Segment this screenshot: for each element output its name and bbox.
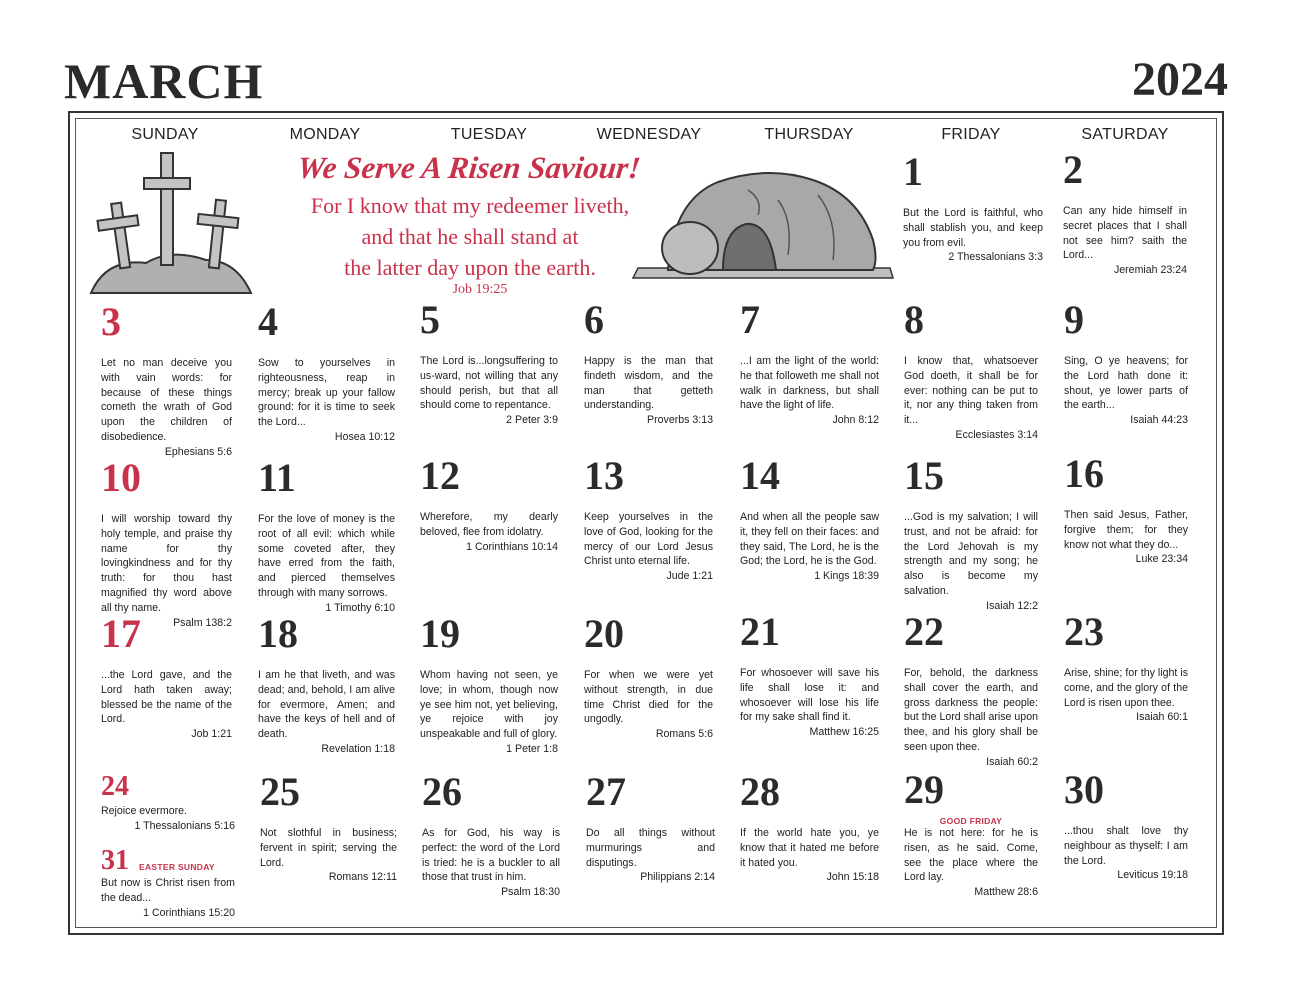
day-reference: Isaiah 60:2 (986, 755, 1038, 768)
day-cell-2 (1063, 147, 1187, 278)
day-cell-16 (1064, 451, 1188, 567)
day-verse: ...thou shalt love thy neighbour as thyself: I am the Lord. (1064, 825, 1188, 867)
day-number: 1 (903, 149, 923, 194)
day-number: 14 (740, 453, 780, 498)
day-reference: Matthew 16:25 (809, 726, 879, 739)
dayhead-sunday: SUNDAY (131, 126, 199, 143)
day-reference: Philippians 2:14 (640, 871, 715, 884)
day-reference: Psalm 18:30 (501, 886, 560, 899)
day-number: 19 (420, 611, 460, 656)
day-cell-19 (420, 611, 558, 757)
holiday-label: EASTER SUNDAY (139, 862, 215, 872)
day-verse: Happy is the man that findeth wisdom, and the man that getteth understanding. (584, 355, 713, 412)
day-cell-1 (903, 149, 1043, 265)
day-verse: Arise, shine; for thy light is come, and the glory of the Lord is risen upon thee. (1064, 667, 1188, 709)
day-reference: Jude 1:21 (666, 570, 713, 583)
day-cell-26 (422, 769, 560, 900)
day-verse: I am he that liveth, and was dead; and, behold, I am alive for evermore, Amen; and have the keys of hell and of death. (258, 669, 395, 741)
day-verse: Let no man deceive you with vain words: for because of these things cometh the wrath of God upon the children of disobedience. (101, 357, 232, 443)
holiday-label: GOOD FRIDAY (939, 816, 1003, 826)
day-cell-13 (584, 453, 713, 584)
day-reference: Leviticus 19:18 (1117, 869, 1188, 882)
day-cell-6 (584, 297, 713, 428)
day-reference: 1 Corinthians 10:14 (466, 540, 558, 553)
dayhead-monday: MONDAY (289, 126, 361, 143)
day-verse: Sow to yourselves in righteousness, reap in mercy; break up your fallow ground: for it is time to seek the Lord... (258, 357, 395, 429)
day-reference: Ephesians 5:6 (164, 445, 232, 458)
day-cell-15 (904, 453, 1038, 614)
day-reference: John 8:12 (832, 414, 879, 427)
day-cell-18 (258, 611, 395, 757)
dayhead-friday: FRIDAY (941, 126, 1001, 143)
day-number: 12 (420, 453, 460, 498)
day-reference: Romans 12:11 (328, 871, 397, 884)
day-number: 20 (584, 611, 624, 656)
day-number: 15 (904, 453, 944, 498)
day-number: 28 (740, 769, 780, 814)
day-number: 7 (740, 297, 760, 342)
day-verse: Not slothful in business; fervent in spirit; serving the Lord. (260, 827, 397, 869)
day-reference: Hosea 10:12 (334, 430, 395, 443)
day-verse: For, behold, the darkness shall cover the earth, and gross darkness the people: but the Lord shall arise upon thee, and his glory shall be seen upon thee. (904, 667, 1038, 753)
day-cell-23 (1064, 609, 1188, 725)
month-title: MARCH (64, 53, 264, 109)
day-reference: 1 Timothy 6:10 (325, 601, 395, 614)
day-verse: I know that, whatsoever God doeth, it shall be for ever: nothing can be put to it, nor any thing taken from it... (904, 355, 1038, 427)
day-number: 17 (101, 611, 141, 656)
day-number: 31 (101, 845, 129, 876)
day-number: 25 (260, 769, 300, 814)
day-number: 29 (904, 767, 944, 812)
day-cell-28 (740, 769, 879, 885)
day-cell-30 (1064, 767, 1188, 883)
day-verse: Can any hide himself in secret places that I shall not see him? saith the Lord... (1063, 205, 1187, 262)
day-verse: Rejoice evermore. (101, 805, 187, 817)
dayhead-wednesday: WEDNESDAY (596, 126, 702, 143)
banner-verse (300, 190, 640, 283)
day-verse: As for God, his way is perfect: the word of the Lord is tried: he is a buckler to all those that trust in him. (422, 827, 560, 884)
day-verse: Sing, O ye heavens; for the Lord hath done it: shout, ye lower parts of the earth... (1064, 355, 1188, 412)
day-number: 26 (422, 769, 462, 814)
day-number: 6 (584, 297, 604, 342)
day-reference: Psalm 138:2 (173, 616, 232, 629)
day-number: 3 (101, 299, 121, 344)
day-cell-25 (260, 769, 397, 885)
day-cell-14 (740, 453, 879, 584)
day-reference: Luke 23:34 (1135, 553, 1188, 566)
day-reference: Matthew 28:6 (974, 886, 1038, 899)
day-cell-9 (1064, 297, 1188, 428)
day-number: 8 (904, 297, 924, 342)
day-reference: 1 Corinthians 15:20 (143, 906, 235, 919)
dayhead-tuesday: TUESDAY (450, 126, 528, 143)
day-cell-29 (904, 767, 1038, 900)
day-cell-12 (420, 453, 558, 554)
day-reference: 1 Thessalonians 5:16 (134, 819, 235, 832)
day-reference: 1 Kings 18:39 (814, 570, 879, 583)
day-number: 23 (1064, 609, 1104, 654)
day-verse: But the Lord is faithful, who shall stablish you, and keep you from evil. (903, 207, 1043, 249)
day-verse: I will worship toward thy holy temple, and praise thy name for thy lovingkindness and for thy truth: for thou hast magnified thy word above all thy name. (101, 513, 232, 614)
day-number: 5 (420, 297, 440, 342)
day-verse: Whom having not seen, ye love; in whom, though now ye see him not, yet believing, ye rejoice with joy unspeakable and full of glory. (420, 669, 558, 741)
day-number: 4 (258, 299, 278, 344)
day-reference: Ecclesiastes 3:14 (955, 428, 1038, 441)
day-verse: ...the Lord gave, and the Lord hath taken away; blessed be the name of the Lord. (101, 669, 232, 726)
day-cell-17 (101, 611, 232, 742)
banner-reference: Job 19:25 (452, 282, 508, 297)
day-reference: Jeremiah 23:24 (1113, 264, 1187, 277)
day-reference: Romans 5:6 (655, 728, 713, 741)
day-31-header (101, 846, 235, 876)
day-number: 22 (904, 609, 944, 654)
day-reference: Isaiah 60:1 (1136, 711, 1188, 724)
day-verse: Do all things without murmurings and disputings. (586, 827, 715, 869)
day-number: 11 (258, 455, 296, 500)
day-reference: John 15:18 (826, 871, 879, 884)
day-verse: For when we were yet without strength, in due time Christ died for the ungodly. (584, 669, 713, 726)
day-verse: If the world hate you, ye know that it hated me before it hated you. (740, 827, 879, 869)
day-reference: 2 Thessalonians 3:3 (948, 251, 1043, 264)
banner-verse-line: the latter day upon the earth. (344, 255, 596, 280)
day-cell-5 (420, 297, 558, 428)
day-cell-4 (258, 299, 395, 445)
day-cell-11 (258, 455, 395, 616)
day-verse: The Lord is...longsuffering to us-ward, not willing that any should perish, but that all should come to repentance. (420, 355, 558, 412)
dayhead-saturday: SATURDAY (1081, 126, 1169, 143)
day-number: 2 (1063, 147, 1083, 192)
day-verse: For whosoever will save his life shall lose it: and whosoever will lose his life for my sake shall find it. (740, 667, 879, 724)
day-cell-8 (904, 297, 1038, 443)
day-verse: Wherefore, my dearly beloved, flee from idolatry. (420, 511, 558, 538)
day-number: 13 (584, 453, 624, 498)
day-cell-3 (101, 299, 232, 460)
banner-verse-line: and that he shall stand at (361, 224, 579, 249)
day-cell-24 (101, 772, 235, 834)
day-reference: Proverbs 3:13 (647, 414, 713, 427)
day-cell-22 (904, 609, 1038, 770)
day-verse: Then said Jesus, Father, forgive them; for they know not what they do... (1064, 509, 1188, 551)
day-verse: He is not here: for he is risen, as he said. Come, see the place where the Lord lay. (904, 827, 1038, 884)
day-number: 27 (586, 769, 626, 814)
day-number: 30 (1064, 767, 1104, 812)
day-number: 21 (740, 609, 780, 654)
day-cell-21 (740, 609, 879, 740)
day-reference: Isaiah 44:23 (1130, 414, 1188, 427)
banner-verse-line: For I know that my redeemer liveth, (310, 193, 630, 218)
day-reference: 2 Peter 3:9 (506, 414, 558, 427)
day-reference: Isaiah 12:2 (986, 599, 1038, 612)
day-cell-7 (740, 297, 879, 428)
day-verse: And when all the people saw it, they fell on their faces: and they said, The Lord, he is the God; the Lord, he is the God. (740, 511, 879, 568)
day-number: 10 (101, 455, 141, 500)
day-number: 18 (258, 611, 298, 656)
dayhead-thursday: THURSDAY (764, 126, 854, 143)
day-verse: Keep yourselves in the love of God, looking for the mercy of our Lord Jesus Christ unto eternal life. (584, 511, 713, 568)
day-verse: But now is Christ risen from the dead... (101, 877, 235, 904)
day-number: 24 (101, 771, 129, 802)
day-reference: Revelation 1:18 (321, 742, 395, 755)
banner-title: We Serve A Risen Saviour! (295, 150, 643, 185)
day-number: 16 (1064, 451, 1104, 496)
day-verse: ...I am the light of the world: he that followeth me shall not walk in darkness, but shall have the light of life. (740, 355, 879, 412)
day-cell-27 (586, 769, 715, 885)
day-cell-31 (101, 846, 235, 920)
day-reference: 1 Peter 1:8 (506, 742, 558, 755)
day-verse: ...God is my salvation; I will trust, and not be afraid: for the Lord Jehovah is my strength and my song; he also is become my salvation. (904, 511, 1038, 597)
day-cell-20 (584, 611, 713, 742)
day-reference: Job 1:21 (191, 728, 232, 741)
year-title: 2024 (1132, 53, 1228, 106)
day-cell-10 (101, 455, 232, 630)
day-verse: For the love of money is the root of all evil: which while some coveted after, they have erred from the faith, and pierced themselves through with many sorrows. (258, 513, 395, 599)
day-number: 9 (1064, 297, 1084, 342)
three-crosses-illustration (86, 148, 256, 298)
